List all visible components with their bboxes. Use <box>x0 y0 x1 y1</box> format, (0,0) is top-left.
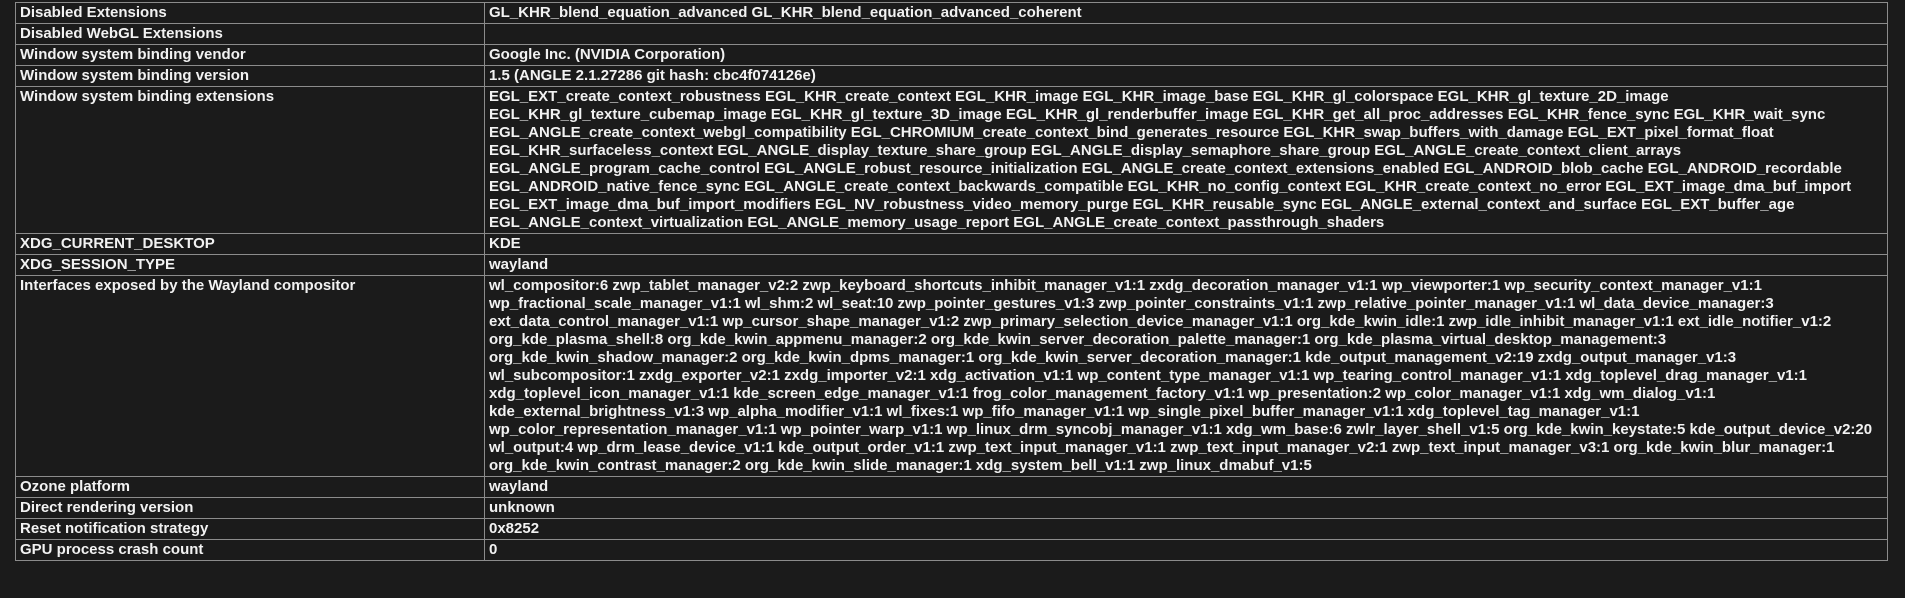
row-value: wayland <box>485 477 1888 498</box>
row-value: GL_KHR_blend_equation_advanced GL_KHR_blend_equation_advanced_coherent <box>485 3 1888 24</box>
table-row-xdg-current-desktop <box>16 234 1888 255</box>
row-label: Window system binding extensions <box>16 87 485 234</box>
row-value: 0x8252 <box>485 519 1888 540</box>
row-value: wayland <box>485 255 1888 276</box>
row-label: Window system binding vendor <box>16 45 485 66</box>
gpu-info-table <box>15 2 1888 561</box>
row-value: 0 <box>485 540 1888 561</box>
row-label: GPU process crash count <box>16 540 485 561</box>
row-label: Ozone platform <box>16 477 485 498</box>
table-row-ozone-platform <box>16 477 1888 498</box>
table-row-xdg-session-type <box>16 255 1888 276</box>
table-row-disabled-extensions <box>16 3 1888 24</box>
table-row-direct-rendering-version <box>16 498 1888 519</box>
row-label: Interfaces exposed by the Wayland compositor <box>16 276 485 477</box>
row-label: XDG_CURRENT_DESKTOP <box>16 234 485 255</box>
row-value: wl_compositor:6 zwp_tablet_manager_v2:2 zwp_keyboard_shortcuts_inhibit_manager_v1:1 zxdg_decoration_manager_v1:1 wp_viewporter:1 wp_security_context_manager_v1:1 wp_fractional_scale_manager_v1:1 wl_shm:2 wl_seat:10 zwp_pointer_gestures_v1:3 zwp_pointer_constraints_v1:1 zwp_relative_pointer_manager_v1:1 wl_data_device_manager:3 ext_data_control_manager_v1:1 wp_cursor_shape_manager_v1:2 zwp_primary_selection_device_manager_v1:1 org_kde_kwin_idle:1 zwp_idle_inhibit_manager_v1:1 ext_idle_notifier_v1:2 org_kde_plasma_shell:8 org_kde_kwin_appmenu_manager:2 org_kde_kwin_server_decoration_palette_manager:1 org_kde_plasma_virtual_desktop_management:3 org_kde_kwin_shadow_manager:2 org_kde_kwin_dpms_manager:1 org_kde_kwin_server_decoration_manager:1 kde_output_management_v2:19 zxdg_output_manager_v1:3 wl_subcompositor:1 zxdg_exporter_v2:1 zxdg_importer_v2:1 xdg_activation_v1:1 wp_content_type_manager_v1:1 wp_tearing_control_manager_v1:1 xdg_toplevel_drag_manager_v1:1 xdg_toplevel_icon_manager_v1:1 kde_screen_edge_manager_v1:1 frog_color_management_factory_v1:1 wp_presentation:2 wp_color_manager_v1:1 xdg_wm_dialog_v1:1 kde_external_brightness_v1:3 wp_alpha_modifier_v1:1 wl_fixes:1 wp_fifo_manager_v1:1 wp_single_pixel_buffer_manager_v1:1 xdg_toplevel_tag_manager_v1:1 wp_color_representation_manager_v1:1 wp_pointer_warp_v1:1 wp_linux_drm_syncobj_manager_v1:1 xdg_wm_base:6 zwlr_layer_shell_v1:5 org_kde_kwin_keystate:5 kde_output_device_v2:20 wl_output:4 wp_drm_lease_device_v1:1 kde_output_order_v1:1 zwp_text_input_manager_v1:1 zwp_text_input_manager_v2:1 zwp_text_input_manager_v3:1 org_kde_kwin_blur_manager:1 org_kde_kwin_contrast_manager:2 org_kde_kwin_slide_manager:1 xdg_system_bell_v1:1 zwp_linux_dmabuf_v1:5 <box>485 276 1888 477</box>
table-row-gpu-process-crash-count <box>16 540 1888 561</box>
table-row-binding-extensions <box>16 87 1888 234</box>
row-label: Disabled WebGL Extensions <box>16 24 485 45</box>
row-label: Disabled Extensions <box>16 3 485 24</box>
table-row-binding-vendor <box>16 45 1888 66</box>
row-value: Google Inc. (NVIDIA Corporation) <box>485 45 1888 66</box>
row-value: EGL_EXT_create_context_robustness EGL_KHR_create_context EGL_KHR_image EGL_KHR_image_base EGL_KHR_gl_colorspace EGL_KHR_gl_texture_2D_image EGL_KHR_gl_texture_cubemap_image EGL_KHR_gl_texture_3D_image EGL_KHR_gl_renderbuffer_image EGL_KHR_get_all_proc_addresses EGL_KHR_fence_sync EGL_KHR_wait_sync EGL_ANGLE_create_context_webgl_compatibility EGL_CHROMIUM_create_context_bind_generates_resource EGL_KHR_swap_buffers_with_damage EGL_EXT_pixel_format_float EGL_KHR_surfaceless_context EGL_ANGLE_display_texture_share_group EGL_ANGLE_display_semaphore_share_group EGL_ANGLE_create_context_client_arrays EGL_ANGLE_program_cache_control EGL_ANGLE_robust_resource_initialization EGL_ANGLE_create_context_extensions_enabled EGL_ANDROID_blob_cache EGL_ANDROID_recordable EGL_ANDROID_native_fence_sync EGL_ANGLE_create_context_backwards_compatible EGL_KHR_no_config_context EGL_KHR_create_context_no_error EGL_EXT_image_dma_buf_import EGL_EXT_image_dma_buf_import_modifiers EGL_NV_robustness_video_memory_purge EGL_KHR_reusable_sync EGL_ANGLE_external_context_and_surface EGL_EXT_buffer_age EGL_ANGLE_context_virtualization EGL_ANGLE_memory_usage_report EGL_ANGLE_create_context_passthrough_shaders <box>485 87 1888 234</box>
row-label: Window system binding version <box>16 66 485 87</box>
row-label: Direct rendering version <box>16 498 485 519</box>
gpu-info-page <box>0 2 1905 598</box>
row-label: Reset notification strategy <box>16 519 485 540</box>
table-row-disabled-webgl-extensions <box>16 24 1888 45</box>
table-row-binding-version <box>16 66 1888 87</box>
row-value: unknown <box>485 498 1888 519</box>
row-value: KDE <box>485 234 1888 255</box>
row-value <box>485 24 1888 45</box>
row-value: 1.5 (ANGLE 2.1.27286 git hash: cbc4f074126e) <box>485 66 1888 87</box>
table-row-reset-notification-strategy <box>16 519 1888 540</box>
row-label: XDG_SESSION_TYPE <box>16 255 485 276</box>
table-row-wayland-interfaces <box>16 276 1888 477</box>
